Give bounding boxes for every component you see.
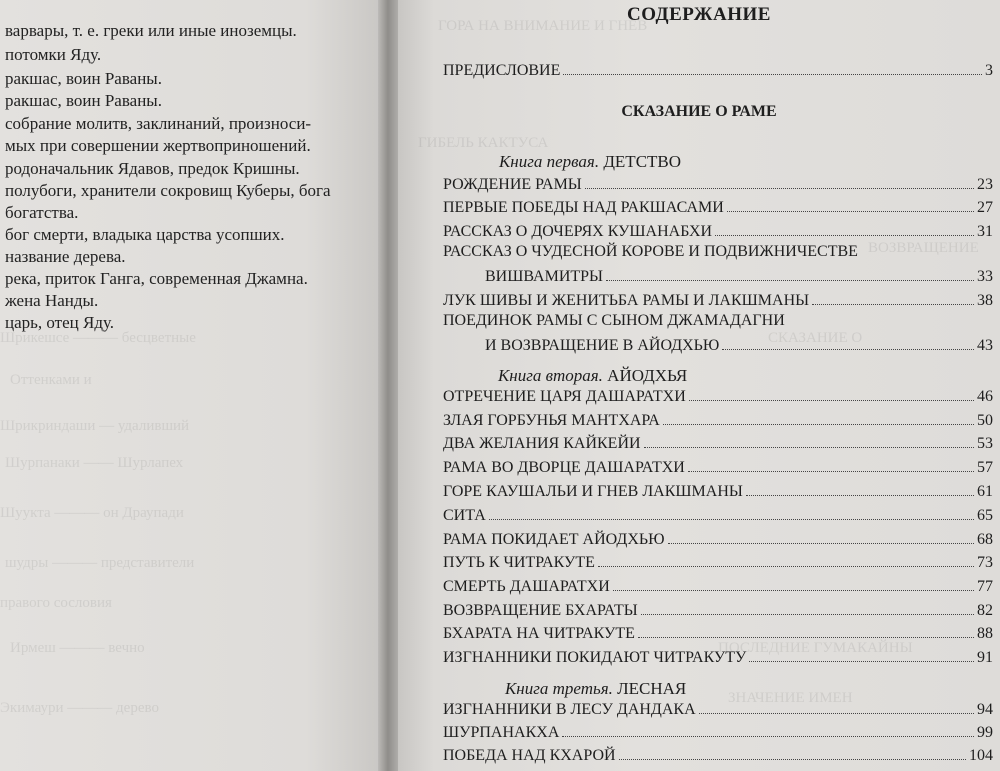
book-number: Книга третья. — [505, 679, 613, 698]
toc-page-number: 3 — [985, 62, 993, 79]
toc-title: СОДЕРЖАНИЕ — [627, 4, 771, 25]
dot-leader — [715, 235, 974, 236]
dot-leader — [668, 543, 974, 544]
toc-entry-label: СИТА — [443, 507, 486, 524]
dot-leader — [563, 74, 982, 75]
gloss-line: жена Нанды. — [5, 291, 99, 310]
toc-entry-label: ГОРЕ КАУШАЛЬИ И ГНЕВ ЛАКШМАНЫ — [443, 483, 743, 500]
toc-page-number: 23 — [977, 176, 993, 193]
toc-entry[interactable] — [443, 697, 993, 719]
book-title: ЛЕСНАЯ — [617, 679, 687, 698]
toc-entry-label: СМЕРТЬ ДАШАРАТХИ — [443, 578, 610, 595]
dot-leader — [688, 471, 974, 472]
gloss-line: бог смерти, владыка царства усопших. — [5, 225, 285, 244]
toc-entry[interactable] — [485, 333, 993, 355]
toc-page-number: 33 — [977, 268, 993, 285]
dot-leader — [641, 614, 974, 615]
dot-leader — [722, 349, 974, 350]
gloss-line: варвары, т. е. греки или иные иноземцы. — [5, 21, 297, 40]
toc-entry-label: ПУТЬ К ЧИТРАКУТЕ — [443, 554, 595, 571]
toc-entry[interactable] — [443, 479, 993, 501]
toc-entry[interactable] — [443, 431, 993, 453]
toc-entry-label: ЛУК ШИВЫ И ЖЕНИТЬБА РАМЫ И ЛАКШМАНЫ — [443, 292, 810, 309]
toc-page-number: 99 — [977, 724, 993, 741]
dot-leader — [562, 736, 974, 737]
book-title: ДЕТСТВО — [603, 152, 682, 171]
toc-entry-label: И ВОЗВРАЩЕНИЕ В АЙОДХЬЮ — [485, 337, 720, 354]
toc-entry[interactable] — [443, 621, 993, 643]
toc-entry[interactable] — [443, 503, 993, 525]
toc-page-number: 38 — [977, 292, 993, 309]
dot-leader — [585, 188, 974, 189]
left-page: Шрикешсе ——— бесцветные Оттенками и Шрикриндаши — удаливший Шурпанаки —— Шурлапех Шуукта ——— он Драупади шудры ——— представители правого сословия Ирмеш ——— вечно Экимаури ——— дерево варвары, т. е. греки или иные иноземцы. потомки Яду. ракшас, воин Раваны. ракшас, воин Раваны. собрание молитв, заклинаний, произноси- мых при совершении жертвоприношений. родоначальник Ядавов, предок Кришны. полубоги, хранители сокровищ Куберы, бога богатства. бог смерти, владыка царства усопших. название дерева. река, приток Ганга, современная Джамна. жена Нанды. царь, отец Яду. — [0, 0, 382, 771]
dot-leader — [644, 447, 974, 448]
toc-entry[interactable] — [443, 574, 993, 596]
toc-entry[interactable] — [443, 195, 993, 217]
toc-entry-label[interactable]: РАССКАЗ О ЧУДЕСНОЙ КОРОВЕ И ПОДВИЖНИЧЕСТВЕ — [443, 243, 858, 260]
toc-page-number: 82 — [977, 602, 993, 619]
gloss-line: ракшас, воин Раваны. — [5, 91, 162, 110]
toc-entry-label: РАМА ВО ДВОРЦЕ ДАШАРАТХИ — [443, 459, 685, 476]
gloss-line: родоначальник Ядавов, предок Кришны. — [5, 159, 300, 178]
toc-page-number: 27 — [977, 199, 993, 216]
toc-entry-label: ПРЕДИСЛОВИЕ — [443, 62, 561, 79]
dot-leader — [699, 713, 974, 714]
gloss-line: потомки Яду. — [5, 45, 102, 64]
dot-leader — [812, 304, 974, 305]
dot-leader — [613, 590, 974, 591]
dot-leader — [619, 759, 966, 760]
book-title: АЙОДХЬЯ — [607, 366, 688, 385]
toc-entry-label: ИЗГНАННИКИ ПОКИДАЮТ ЧИТРАКУТУ — [443, 649, 747, 666]
toc-page-number: 88 — [977, 625, 993, 642]
toc-entry[interactable] — [443, 743, 993, 765]
toc-page-number: 94 — [977, 701, 993, 718]
toc-entry[interactable] — [443, 408, 993, 430]
toc-page-number: 61 — [977, 483, 993, 500]
book-spine — [378, 0, 400, 771]
book-heading-3 — [505, 679, 686, 699]
toc-page-number: 77 — [977, 578, 993, 595]
toc-entry[interactable] — [443, 550, 993, 572]
book-heading-2 — [498, 366, 687, 386]
toc-entry[interactable] — [443, 219, 993, 241]
toc-entry[interactable] — [485, 264, 993, 286]
dot-leader — [746, 495, 974, 496]
toc-page-number: 43 — [977, 337, 993, 354]
toc-entry-label: ОТРЕЧЕНИЕ ЦАРЯ ДАШАРАТХИ — [443, 388, 686, 405]
toc-entry[interactable] — [443, 384, 993, 406]
toc-entry-label: ШУРПАНАКХА — [443, 724, 560, 741]
dot-leader — [638, 637, 974, 638]
toc-entry[interactable] — [443, 720, 993, 742]
toc-entry[interactable] — [443, 288, 993, 310]
dot-leader — [598, 566, 974, 567]
toc-entry[interactable] — [443, 527, 993, 549]
toc-page-number: 65 — [977, 507, 993, 524]
toc-entry-label: ПОБЕДА НАД КХАРОЙ — [443, 747, 616, 764]
toc-entry-label: БХАРАТА НА ЧИТРАКУТЕ — [443, 625, 635, 642]
book-number: Книга вторая. — [498, 366, 603, 385]
gloss-line: богатства. — [5, 203, 79, 222]
toc-page-number: 73 — [977, 554, 993, 571]
toc-page-number: 104 — [969, 747, 993, 764]
gloss-line: полубоги, хранители сокровищ Куберы, бога — [5, 181, 331, 200]
gloss-line: собрание молитв, заклинаний, произноси- — [5, 114, 312, 133]
toc-entry[interactable] — [443, 455, 993, 477]
gloss-line: название дерева. — [5, 247, 126, 266]
gloss-line: царь, отец Яду. — [5, 313, 115, 332]
toc-entry-label: ДВА ЖЕЛАНИЯ КАЙКЕЙИ — [443, 435, 641, 452]
toc-page-number: 50 — [977, 412, 993, 429]
section-title: СКАЗАНИЕ О РАМЕ — [621, 103, 777, 120]
gloss-line: мых при совершении жертвоприношений. — [5, 136, 311, 155]
book-number: Книга первая. — [499, 152, 600, 171]
toc-entry-label: ЗЛАЯ ГОРБУНЬЯ МАНТХАРА — [443, 412, 660, 429]
toc-page-number: 91 — [977, 649, 993, 666]
book-heading-1 — [499, 152, 681, 172]
toc-entry[interactable] — [443, 645, 993, 667]
right-page: ГОРА НА ВНИМАНИЕ И ГНЕВ ГИБЕЛЬ КАКТУСА ВОЗВРАЩЕНИЕ СКАЗАНИЕ О ПОСЛЕДНИЕ ГУМАКАЙНЫ ЗНАЧЕНИЕ ИМЕН СОДЕРЖАНИЕ ПРЕДИСЛОВИЕ 3 СКАЗАНИЕ О РАМЕ Книга первая. ДЕТСТВО РОЖДЕНИЕ РАМЫ 23 ПЕРВЫЕ ПОБЕДЫ НАД РАКШАСАМИ 27 РАССКАЗ О ДОЧЕРЯХ КУШАНАБХИ 31 РАССКАЗ О ЧУДЕСНОЙ КОРОВЕ И ПОДВИЖНИЧЕСТВЕ ВИШВАМИТРЫ 33 ЛУК ШИВЫ И ЖЕНИТЬБА РАМЫ И ЛАКШМАНЫ 38 ПОЕДИНОК РАМЫ С СЫНОМ ДЖАМАДАГНИ И ВОЗВРАЩЕНИЕ В АЙОДХЬЮ 43 Книга вторая. АЙОДХЬЯ ОТРЕЧЕНИЕ ЦАРЯ ДАШАРАТХИ 46 ЗЛАЯ ГОРБУНЬЯ МАНТХАРА 50 ДВА ЖЕЛАНИЯ КАЙКЕЙИ 53 РАМА ВО ДВОРЦЕ ДАШАРАТХИ 57 ГОРЕ КАУШАЛЬИ И ГНЕВ ЛАКШМАНЫ 61 СИТА 65 РАМА ПОКИДАЕТ АЙОДХЬЮ 68 ПУТЬ К ЧИТРАКУТЕ 73 СМЕРТЬ ДАШАРАТХИ 77 ВОЗВРАЩЕНИЕ БХАРАТЫ 82 БХАРАТА НА ЧИТРАКУТЕ 88 ИЗГНАННИКИ ПОКИДАЮТ ЧИТРАКУТУ 91 Книга третья. ЛЕСНАЯ ИЗГНАННИКИ В ЛЕСУ ДАНДАКА 94 ШУРПАНАКХА 99 ПОБЕДА НАД КХАРОЙ 104 — [398, 0, 1000, 771]
toc-entry-label: ВОЗВРАЩЕНИЕ БХАРАТЫ — [443, 602, 638, 619]
toc-entry[interactable] — [443, 598, 993, 620]
dot-leader — [489, 519, 974, 520]
gloss-line: ракшас, воин Раваны. — [5, 69, 162, 88]
toc-entry[interactable] — [443, 172, 993, 194]
toc-entry-preface[interactable] — [443, 58, 993, 80]
toc-entry-label: ПЕРВЫЕ ПОБЕДЫ НАД РАКШАСАМИ — [443, 199, 724, 216]
toc-page-number: 53 — [977, 435, 993, 452]
toc-entry-label[interactable]: ПОЕДИНОК РАМЫ С СЫНОМ ДЖАМАДАГНИ — [443, 312, 785, 329]
gloss-line: река, приток Ганга, современная Джамна. — [5, 269, 308, 288]
dot-leader — [606, 280, 974, 281]
toc-page-number: 46 — [977, 388, 993, 405]
dot-leader — [689, 400, 974, 401]
toc-entry-label: ВИШВАМИТРЫ — [485, 268, 603, 285]
toc-entry-label: РАМА ПОКИДАЕТ АЙОДХЬЮ — [443, 531, 665, 548]
dot-leader — [663, 424, 974, 425]
dot-leader — [727, 211, 974, 212]
toc-entry-label: РАССКАЗ О ДОЧЕРЯХ КУШАНАБХИ — [443, 223, 713, 240]
toc-page-number: 31 — [977, 223, 993, 240]
toc-page-number: 57 — [977, 459, 993, 476]
toc-entry-label: ИЗГНАННИКИ В ЛЕСУ ДАНДАКА — [443, 701, 696, 718]
toc-entry-label: РОЖДЕНИЕ РАМЫ — [443, 176, 582, 193]
dot-leader — [749, 661, 974, 662]
toc-page-number: 68 — [977, 531, 993, 548]
